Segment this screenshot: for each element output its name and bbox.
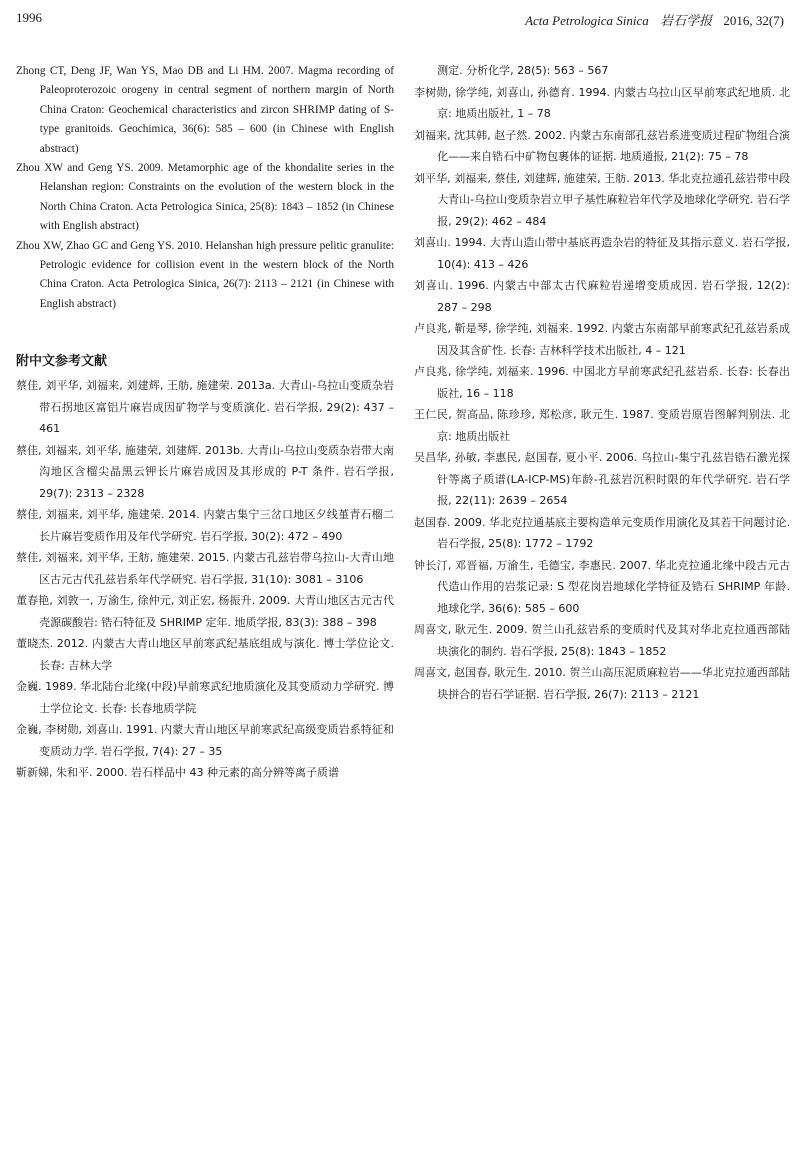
reference-item: Zhou XW, Zhao GC and Geng YS. 2010. Helanshan high pressure pelitic granulite: Petrologic evidence for collision event in the western block of the North China Craton. Acta Petrologica Sinica, 26(7): 2113 – 2121 (in Chinese with English abstract) (16, 239, 394, 310)
reference-item: 吴昌华, 孙敏, 李惠民, 赵国春, 夏小平. 2006. 乌拉山-集宁孔兹岩锆石激光探针等离子质谱(LA-ICP-MS)年龄-孔兹岩沉积时限的年代学研究. 岩石学报, 22(11): 2639 – 2654 (414, 451, 790, 507)
reference-item: 李树勋, 徐学纯, 刘喜山, 孙德育. 1994. 内蒙古乌拉山区早前寒武纪地质. 北京: 地质出版社, 1 – 78 (414, 85, 790, 120)
running-head (525, 10, 784, 29)
reference-item: 董晓杰. 2012. 内蒙古大青山地区早前寒武纪基底组成与演化. 博士学位论文. 长春: 吉林大学 (16, 637, 394, 672)
section-title: 附中文参考文献 (16, 354, 108, 370)
journal-name-cn: 岩石学报 (660, 13, 713, 28)
reference-item: 董春艳, 刘敦一, 万渝生, 徐仲元, 刘正宏, 杨振升. 2009. 大青山地区古元古代壳源碳酸岩: 锆石特征及 SHRIMP 定年. 地质学报, 83(3): 388 – 398 (16, 594, 394, 629)
reference-continuation: 测定. 分析化学, 28(5): 563 – 567 (437, 64, 609, 77)
reference-item: 靳新娣, 朱和平. 2000. 岩石样品中 43 种元素的高分辨等离子质谱 (16, 766, 339, 780)
reference-item: 蔡佳, 刘福来, 刘平华, 施建荣. 2014. 内蒙古集宁三岔口地区夕线堇青石榴二长片麻岩变质作用及年代学研究. 岩石学报, 30(2): 472 – 490 (16, 508, 394, 543)
reference-item: 周喜文, 赵国春, 耿元生. 2010. 贺兰山高压泥质麻粒岩——华北克拉通西部陆块拼合的岩石学证据. 岩石学报, 26(7): 2113 – 2121 (414, 666, 790, 701)
right-column (414, 60, 790, 705)
reference-item: 卢良兆, 靳是琴, 徐学纯, 刘福来. 1992. 内蒙古东南部早前寒武纪孔兹岩系成因及其含矿性. 长春: 吉林科学技术出版社, 4 – 121 (414, 322, 790, 357)
reference-item: 周喜文, 耿元生. 2009. 贺兰山孔兹岩系的变质时代及其对华北克拉通西部陆块演化的制约. 岩石学报, 25(8): 1843 – 1852 (414, 623, 790, 658)
reference-item: 金巍. 1989. 华北陆台北缘(中段)早前寒武纪地质演化及其变质动力学研究. 博士学位论文. 长春: 长春地质学院 (16, 680, 394, 715)
reference-item: Zhong CT, Deng JF, Wan YS, Mao DB and Li HM. 2007. Magma recording of Paleoproterozoic orogeny in central segment of northern margin of North China Craton: Geochemical characteristics and zircon SHRIMP dating of S-type granitoids. Geochimica, 36(6): 585 – 600 (in Chinese with English abstract) (16, 65, 394, 155)
reference-item: 金巍, 李树勋, 刘喜山. 1991. 内蒙大青山地区早前寒武纪高级变质岩系特征和变质动力学. 岩石学报, 7(4): 27 – 35 (16, 723, 394, 758)
reference-item: 刘喜山. 1994. 大青山造山带中基底再造杂岩的特征及其指示意义. 岩石学报, 10(4): 413 – 426 (414, 236, 790, 271)
reference-item: 刘平华, 刘福来, 蔡佳, 刘建辉, 施建荣, 王舫. 2013. 华北克拉通孔兹岩带中段大青山-乌拉山变质杂岩立甲子基性麻粒岩年代学及地球化学研究. 岩石学报, 29(2): 462 – 484 (414, 171, 790, 228)
reference-item: 刘喜山. 1996. 内蒙古中部太古代麻粒岩递增变质成因. 岩石学报, 12(2): 287 – 298 (414, 279, 790, 314)
reference-item: 蔡佳, 刘平华, 刘福来, 刘建辉, 王舫, 施建荣. 2013a. 大青山-乌拉山变质杂岩带石拐地区富铝片麻岩成因矿物学与变质演化. 岩石学报, 29(2): 437 – 461 (16, 379, 394, 436)
reference-item: 蔡佳, 刘福来, 刘平华, 施建荣, 刘建辉. 2013b. 大青山-乌拉山变质杂岩带大南沟地区含榴尖晶黑云钾长片麻岩成因及其形成的 P-T 条件. 岩石学报, 29(7): 2313 – 2328 (16, 443, 394, 500)
page-number: 1996 (16, 10, 42, 25)
reference-item: 卢良兆, 徐学纯, 刘福来. 1996. 中国北方早前寒武纪孔兹岩系. 长春: 长春出版社, 16 – 118 (414, 365, 790, 400)
page-header (16, 10, 784, 30)
reference-item: 王仁民, 贺高品, 陈珍珍, 郑松彦, 耿元生. 1987. 变质岩原岩图解判别法. 北京: 地质出版社 (414, 408, 790, 443)
reference-item: 钟长汀, 邓晋福, 万渝生, 毛德宝, 李惠民. 2007. 华北克拉通北缘中段古元古代造山作用的岩浆记录: S 型花岗岩地球化学特征及锆石 SHRIMP 年龄. 地球化学, 36(6): 585 – 600 (414, 558, 790, 615)
journal-name-en: Acta Petrologica Sinica (525, 13, 649, 28)
journal-volume: 2016, 32(7) (723, 13, 784, 28)
reference-item: 蔡佳, 刘福来, 刘平华, 王舫, 施建荣. 2015. 内蒙古孔兹岩带乌拉山-大青山地区古元古代孔兹岩系年代学研究. 岩石学报, 31(10): 3081 – 3106 (16, 551, 394, 586)
reference-item: Zhou XW and Geng YS. 2009. Metamorphic age of the khondalite series in the Helanshan region: Constraints on the evolution of the western block in the North China Craton. Acta Petrologica Sinica, 25(8): 1843 – 1852 (in Chinese with English abstract) (16, 162, 394, 233)
reference-item: 刘福来, 沈其韩, 赵子然. 2002. 内蒙古东南部孔兹岩系进变质过程矿物组合演化——来自锆石中矿物包裹体的证据. 地质通报, 21(2): 75 – 78 (414, 128, 790, 163)
reference-item: 赵国春. 2009. 华北克拉通基底主要构造单元变质作用演化及其若干问题讨论. 岩石学报, 25(8): 1772 – 1792 (414, 515, 790, 550)
left-column (16, 62, 394, 784)
